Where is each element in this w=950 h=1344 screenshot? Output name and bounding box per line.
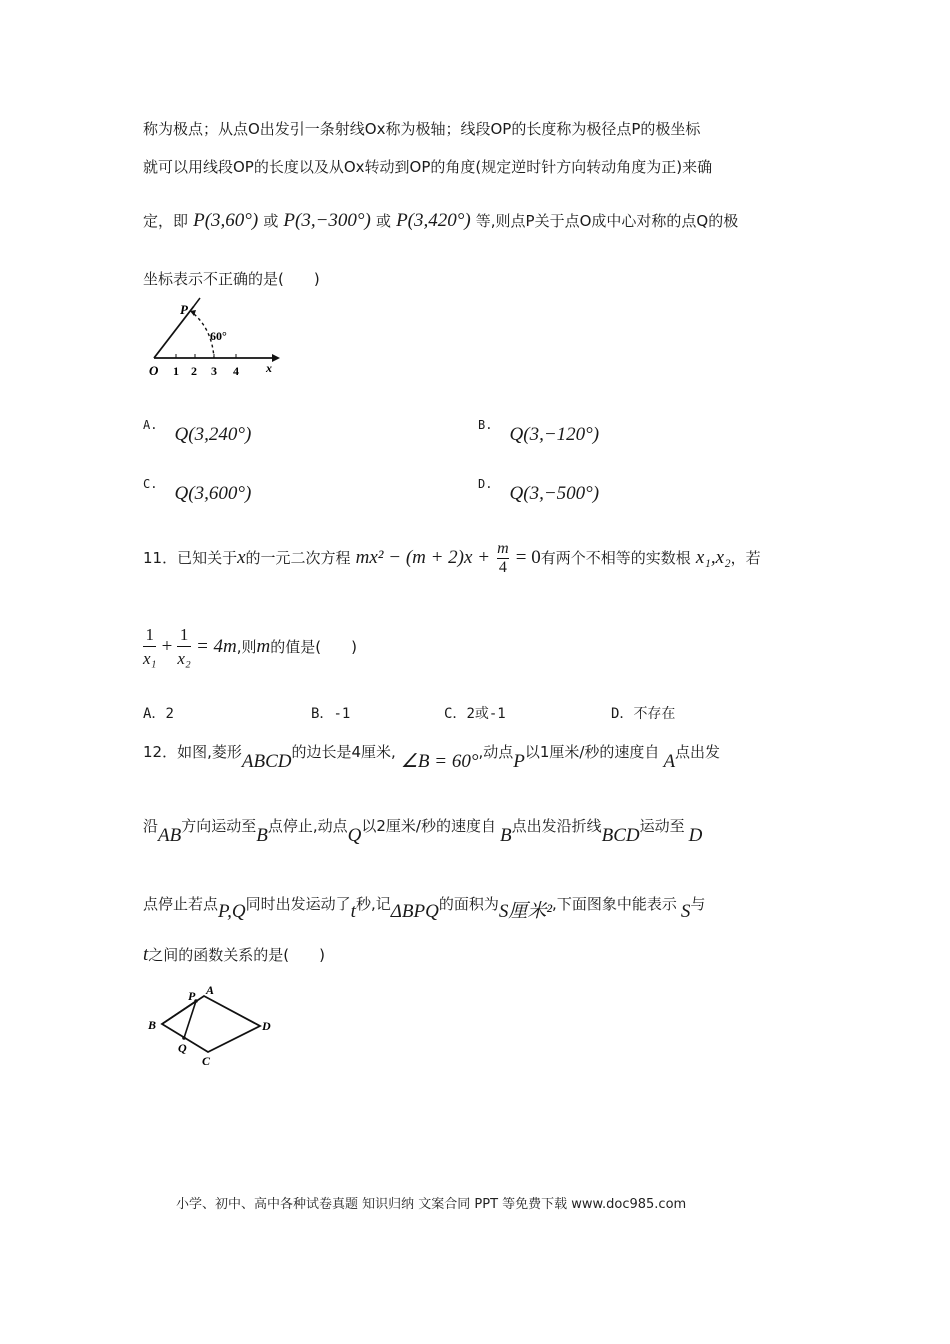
q10-or2: 或: [375, 212, 391, 230]
label-p: P: [188, 989, 196, 1003]
polar-figure: [140, 296, 290, 382]
q11-fraction: [497, 540, 509, 577]
q12-l2f: 运动至: [639, 817, 685, 835]
q10-line3-prefix: 定，即: [143, 212, 189, 230]
q11-line1: [143, 540, 761, 577]
q12-a: A: [663, 751, 676, 772]
q10-p3: P(3,420°): [396, 210, 471, 231]
cond-suffix: ,则: [236, 638, 257, 656]
cond-right: = 4m: [195, 636, 237, 657]
q12-line2: [143, 815, 703, 846]
q12-s: S: [680, 901, 691, 922]
tick-label-1: 1: [173, 364, 179, 378]
segment-bp: [162, 1001, 196, 1024]
q10-p1: P(3,60°): [193, 210, 259, 231]
q12-l2b: 方向运动至: [181, 817, 257, 835]
cond-frac-2: [177, 624, 190, 671]
q12-l2a: 沿: [143, 817, 159, 835]
cond-den-1: x₁: [143, 649, 157, 668]
label-d: D: [262, 1019, 271, 1033]
origin-label: O: [149, 363, 159, 378]
q12-q: Q: [347, 825, 362, 846]
point-label: P: [180, 302, 188, 317]
q12-l1b: 的边长是4厘米,: [291, 743, 396, 761]
q12-l3e: ,下面图象中能表示: [552, 895, 677, 913]
q12-pq: P,Q: [218, 901, 246, 922]
q11-option-c: [444, 703, 506, 723]
rhombus-figure: [144, 982, 279, 1068]
option-value: Q(3,600°): [174, 483, 252, 504]
q10-line3: [143, 210, 738, 232]
ray-tip: [194, 298, 200, 306]
q11-option-a: [143, 703, 174, 723]
footer-text: 小学、初中、高中各种试卷真题 知识归纳 文案合同 PPT 等免费下载 www.doc985.com: [176, 1197, 687, 1212]
axis-label: x: [266, 361, 272, 375]
q12-l1c: ,动点: [478, 743, 514, 761]
q11-suffix: 有两个不相等的实数根: [540, 549, 691, 567]
cond-num-1: 1: [143, 624, 156, 647]
q12-l3d: 的面积为: [438, 895, 499, 913]
q12-line4: [143, 944, 325, 966]
q11-line2: [143, 624, 357, 671]
q12-l1e: 点出发: [675, 743, 721, 761]
q11-eq-left: mx² − (m + 2)x +: [355, 547, 491, 568]
rhombus-abcd: [162, 996, 260, 1052]
q12-l2c: 点停止,动点: [267, 817, 348, 835]
q10-option-a: [143, 418, 252, 445]
q12-s-unit: S厘米²: [498, 901, 553, 922]
option-letter: D．: [611, 706, 634, 722]
frac-num: m: [497, 540, 509, 557]
label-b: B: [148, 1018, 157, 1032]
option-value: Q(3,240°): [174, 424, 252, 445]
q12-t: t: [350, 901, 356, 922]
frac-den: 4: [498, 559, 507, 576]
cond-den-2: x₂: [177, 649, 191, 668]
q12-line3: [143, 888, 706, 922]
tick-label-2: 2: [191, 364, 197, 378]
q12-l1d: 以1厘米/秒的速度自: [524, 743, 660, 761]
ray-op: [154, 306, 194, 358]
q12-l3a: 点停止若点: [143, 895, 219, 913]
label-q: Q: [178, 1041, 187, 1055]
cond-var-m: m: [256, 636, 271, 657]
label-c: C: [202, 1054, 211, 1068]
option-value: 2: [165, 706, 174, 722]
q10-p2: P(3,−300°): [283, 210, 371, 231]
q12-ab: AB: [158, 825, 182, 846]
q10-line4: 坐标表示不正确的是( ): [143, 270, 320, 288]
q12-angle: ∠B = 60°: [400, 751, 479, 772]
q11-option-d: [611, 703, 675, 723]
q10-line2: 就可以用线段OP的长度以及从Ox转动到OP的角度(规定逆时针方向转动角度为正)来确: [143, 158, 713, 176]
q12-l3c: 秒,记: [355, 895, 391, 913]
cond-end: 的值是( ): [270, 638, 357, 656]
q11-mid: 的一元二次方程: [245, 549, 351, 567]
cond-num-2: 1: [177, 624, 190, 647]
option-letter: A.: [143, 418, 158, 432]
option-letter: C.: [143, 477, 158, 491]
q12-line4-text: 之间的函数关系的是( ): [148, 946, 325, 964]
q10-option-b: [478, 418, 600, 445]
q10-option-c: [143, 477, 252, 504]
q12-line1: [143, 740, 721, 772]
option-letter: B．: [311, 706, 334, 722]
q12-bcd: BCD: [601, 825, 640, 846]
option-value: Q(3,−120°): [509, 424, 600, 445]
point-q-dot: [182, 1036, 186, 1040]
cond-plus: +: [161, 636, 173, 657]
tick-label-4: 4: [233, 364, 239, 378]
option-letter: A．: [143, 706, 166, 722]
option-value: -1: [333, 706, 351, 722]
q12-d: D: [688, 825, 703, 846]
option-value: 不存在: [633, 706, 676, 722]
q12-abcd: ABCD: [241, 751, 292, 772]
q12-p: P: [513, 751, 525, 772]
x-axis-arrow: [272, 354, 280, 362]
q11-eq-right: = 0: [515, 547, 541, 568]
q12-b2: B: [499, 825, 512, 846]
q12-l3f: 与: [690, 895, 706, 913]
option-letter: B.: [478, 418, 493, 432]
q12-l2d: 以2厘米/秒的速度自: [361, 817, 496, 835]
q11-roots: x₁,x₂: [695, 547, 731, 568]
segment-pq: [184, 1001, 196, 1038]
option-value: Q(3,−500°): [509, 483, 600, 504]
label-a: A: [206, 983, 215, 997]
q12-line4-t: t: [143, 944, 149, 965]
tick-label-3: 3: [211, 364, 217, 378]
q11-prefix: 11．已知关于: [143, 549, 238, 567]
angle-label: 60°: [210, 329, 227, 343]
option-value: 2或-1: [466, 706, 506, 722]
q12-tri: ΔBPQ: [390, 901, 439, 922]
cond-frac-1: [143, 624, 156, 671]
option-letter: C．: [444, 706, 467, 722]
q10-option-d: [478, 477, 600, 504]
q12-l2e: 点出发沿折线: [511, 817, 602, 835]
option-letter: D.: [478, 477, 493, 491]
q10-line1: 称为极点；从点O出发引一条射线Ox称为极轴；线段OP的长度称为极径点P的极坐标: [143, 120, 701, 138]
q10-line3-suffix: 等,则点P关于点O成中心对称的点Q的极: [475, 212, 739, 230]
q11-end: ，若: [730, 549, 761, 567]
q10-or1: 或: [263, 212, 279, 230]
q12-l3b: 同时出发运动了: [245, 895, 351, 913]
q12-l1a: 12．如图,菱形: [143, 743, 242, 761]
q11-option-b: [311, 703, 350, 723]
q11-var-x: x: [237, 547, 246, 568]
q12-b: B: [256, 825, 268, 846]
